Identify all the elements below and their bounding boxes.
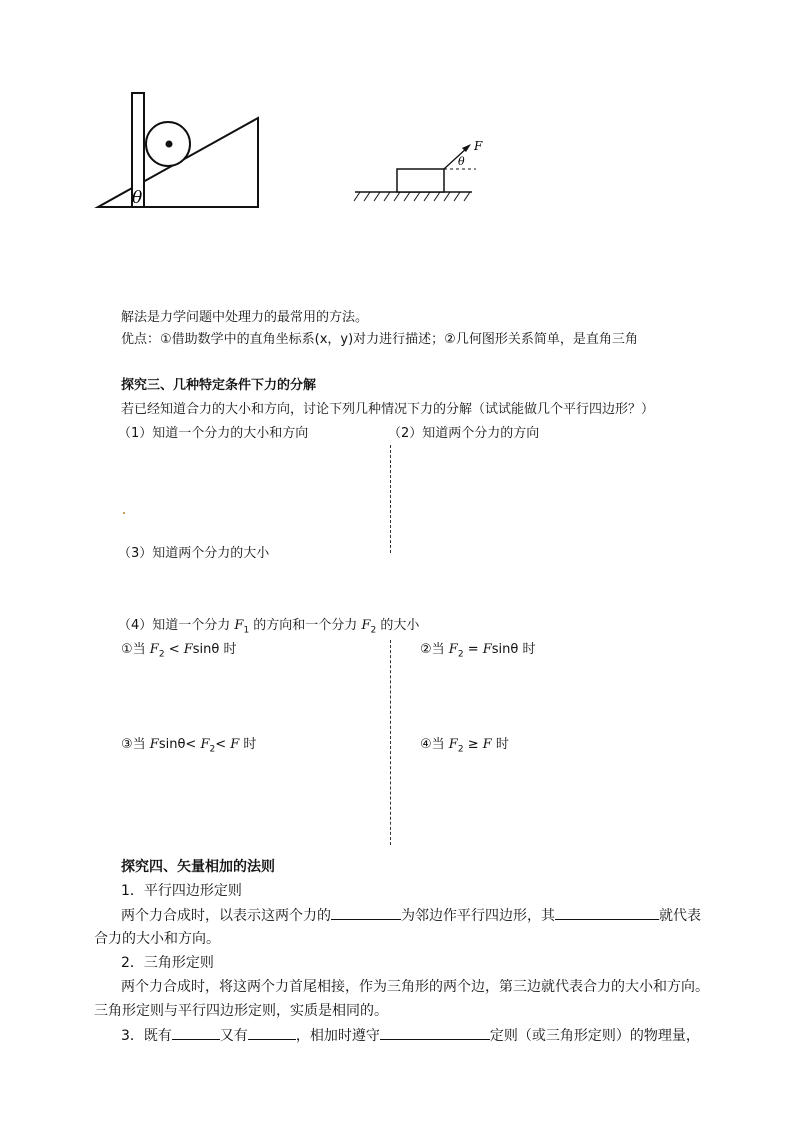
item1-line: 两个力合成时，以表示这两个力的 为邻边作平行四边形，其 就代表 <box>121 905 701 926</box>
case2-label: （2）知道两个分力的方向 <box>388 426 540 441</box>
item1-blank-2[interactable] <box>555 905 659 920</box>
force-label: F <box>474 139 483 153</box>
block-force-figure <box>350 135 485 210</box>
section4-title: 探究四、矢量相加的法则 <box>121 859 275 875</box>
case4-label: （4）知道一个分力 $F_1$ 的方向和一个分力 $F_2$ 的大小 <box>118 618 420 636</box>
item2-line-1: 两个力合成时，将这两个力首尾相接，作为三角形的两个边，第三边就代表合力的大小和方向。 <box>121 979 709 995</box>
stray-dot <box>123 512 125 514</box>
subcase4-label: ④当 $F_2 \ge F$ 时 <box>420 737 509 755</box>
intro-line-2: 优点：①借助数学中的直角坐标系(x，y)对力进行描述；②几何图形关系简单，是直角三角 <box>121 332 638 347</box>
subcase1-label: ①当 $F_2 < Fsin\theta$ 时 <box>121 642 237 660</box>
section3-question: 若已经知道合力的大小和方向，讨论下列几种情况下力的分解（试试能做几个平行四边形？） <box>121 402 655 417</box>
item2-title: 2．三角形定则 <box>121 955 214 971</box>
item3-line: 3．既有 又有 ，相加时遵守 定则（或三角形定则）的物理量， <box>121 1025 700 1046</box>
divider-upper <box>390 445 391 553</box>
block <box>397 169 444 192</box>
case1-label: （1）知道一个分力的大小和方向 <box>118 426 309 441</box>
item3-blank-1[interactable] <box>172 1025 220 1040</box>
subcase2-label: ②当 $F_2 = Fsin\theta$ 时 <box>420 642 536 660</box>
item1-blank-1[interactable] <box>331 905 401 920</box>
cylinder-center <box>166 141 173 148</box>
item1-line-2: 合力的大小和方向。 <box>94 931 220 947</box>
incline-figure <box>90 85 270 215</box>
force-angle-label: θ <box>458 155 465 168</box>
intro-line-1: 解法是力学问题中处理力的最常用的方法。 <box>121 310 369 325</box>
item1-title: 1．平行四边形定则 <box>121 883 242 899</box>
divider-lower <box>390 640 391 845</box>
section3-title: 探究三、几种特定条件下力的分解 <box>121 378 317 393</box>
case3-label: （3）知道两个分力的大小 <box>118 546 270 561</box>
item3-blank-2[interactable] <box>248 1025 296 1040</box>
item3-blank-3[interactable] <box>380 1025 490 1040</box>
incline-angle-label: θ <box>132 188 143 208</box>
subcase3-label: ③当 $Fsin\theta< F_2< F$ 时 <box>121 737 257 755</box>
ground-hatch <box>354 192 470 201</box>
item2-line-2: 三角形定则与平行四边形定则，实质是相同的。 <box>94 1003 388 1019</box>
